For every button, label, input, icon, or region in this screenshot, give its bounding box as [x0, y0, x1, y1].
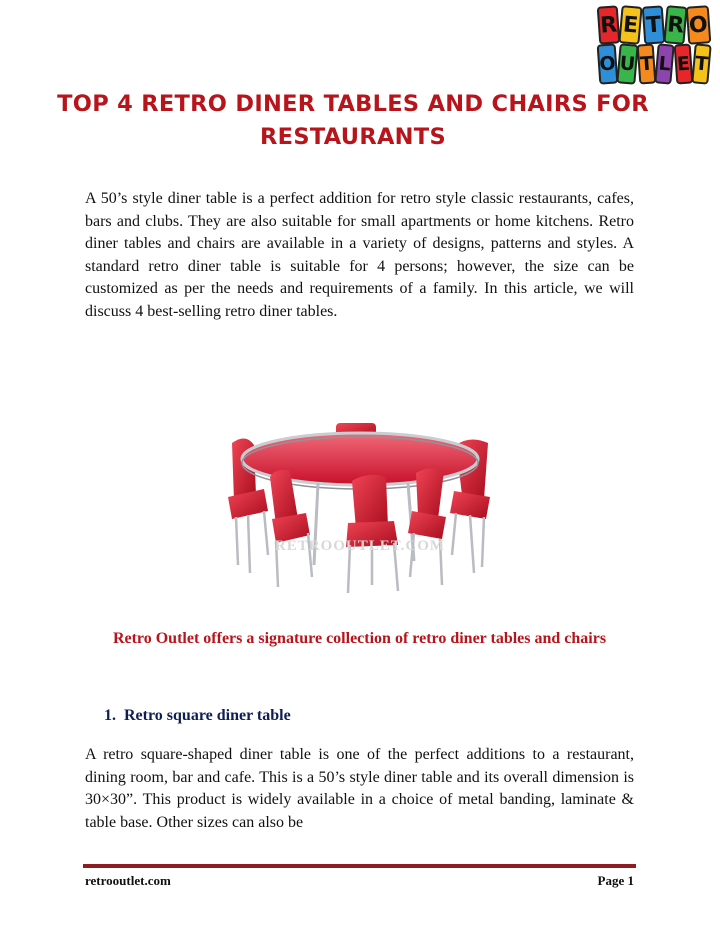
page-title: TOP 4 RETRO DINER TABLES AND CHAIRS FOR RESTAURANTS [57, 91, 649, 150]
logo-letter-tile: O [597, 43, 619, 84]
logo-row-retro [598, 6, 710, 44]
logo-letter-tile: E [619, 5, 644, 45]
logo-row-outlet [598, 44, 710, 84]
image-watermark: RETROOUTLET.COM [274, 538, 446, 554]
chair-front-center [352, 475, 388, 529]
chair-front-right [416, 468, 444, 519]
footer-divider [83, 864, 636, 868]
body-paragraph: A retro square-shaped diner table is one of the perfect additions to a restaurant, dining room, bar and cafe. This is a 50’s style diner table and its overall dimension is 30×30”. This product is widely available in a choice of metal banding, laminate & table base. Other sizes can also be [85, 746, 634, 831]
logo-letter-tile: R [597, 5, 621, 44]
list-item [104, 707, 291, 725]
list-heading: Retro square diner table [124, 707, 291, 724]
logo-letter-tile: T [641, 5, 665, 44]
logo-letter-tile: T [691, 43, 712, 84]
logo-letter-tile: U [616, 43, 638, 85]
table-and-chairs-illustration [218, 415, 503, 595]
retro-outlet-logo [598, 6, 710, 92]
intro-paragraph: A 50’s style diner table is a perfect addition for retro style classic restaurants, cafes, bars and clubs. They are also suitable for small apartments or home kitchens. Retro diner tables and chairs are available in a variety of designs, patterns and styles. A standard retro diner table is suitable for 4 persons; however, the size can be customized as per the needs and requirements of a family. In this article, we will discuss 4 best-selling retro diner tables. [85, 190, 634, 320]
logo-letter-tile: E [673, 43, 693, 84]
diner-set-photo [218, 415, 503, 595]
page-number: Page 1 [597, 873, 634, 888]
logo-letter-tile: R [663, 5, 688, 45]
logo-letter-tile: O [686, 5, 711, 44]
list-number: 1. [104, 707, 116, 724]
footer-site: retrooutlet.com [85, 873, 171, 888]
image-caption: Retro Outlet offers a signature collection of retro diner tables and chairs [112, 630, 607, 647]
logo-letter-tile: L [655, 43, 676, 84]
logo-letter-tile: T [637, 43, 657, 84]
